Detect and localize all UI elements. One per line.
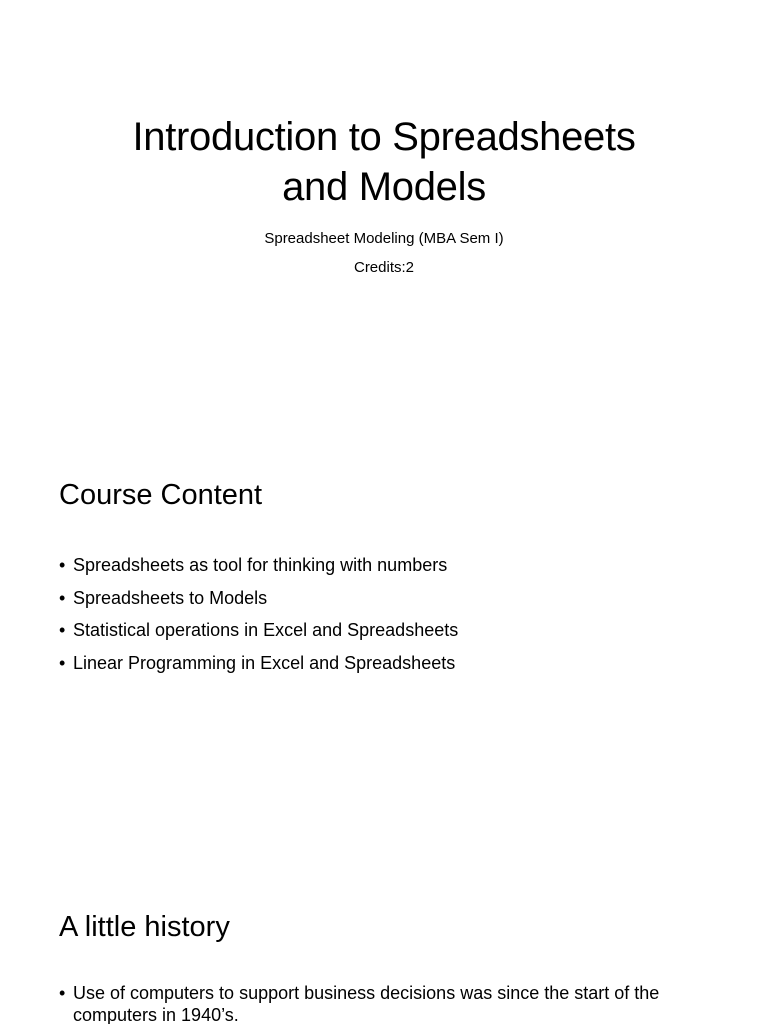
bullet-icon: • — [59, 983, 66, 1003]
list-item — [59, 582, 728, 615]
list-item-text: Spreadsheets to Models — [73, 587, 268, 608]
title-line-2: and Models — [282, 165, 486, 209]
bullet-icon: • — [59, 652, 66, 673]
course-subtitle: Spreadsheet Modeling (MBA Sem I) — [264, 230, 504, 247]
course-content-heading: Course Content — [59, 479, 263, 511]
title-line-1: Introduction to Spreadsheets — [132, 115, 636, 159]
course-content-list — [59, 549, 728, 679]
list-item-text: Use of computers to support business decisions was since the start of the computers in 1940’s. — [73, 983, 660, 1024]
bullet-icon: • — [59, 620, 66, 640]
course-content-slide — [0, 432, 768, 864]
presentation-title — [40, 112, 728, 212]
history-slide — [0, 864, 768, 1024]
bullet-icon: • — [59, 555, 66, 575]
list-item — [59, 982, 728, 1024]
list-item-text: Statistical operations in Excel and Spreadsheets — [73, 620, 459, 640]
history-heading: A little history — [59, 911, 230, 943]
history-list — [59, 982, 728, 1024]
list-item-text: Linear Programming in Excel and Spreadsheets — [73, 652, 456, 673]
course-credits: Credits:2 — [353, 259, 415, 276]
list-item-text: Spreadsheets as tool for thinking with numbers — [73, 555, 448, 575]
bullet-icon: • — [59, 587, 66, 608]
title-slide — [0, 0, 768, 432]
list-item — [59, 647, 728, 680]
list-item — [59, 549, 728, 582]
list-item — [59, 614, 728, 647]
